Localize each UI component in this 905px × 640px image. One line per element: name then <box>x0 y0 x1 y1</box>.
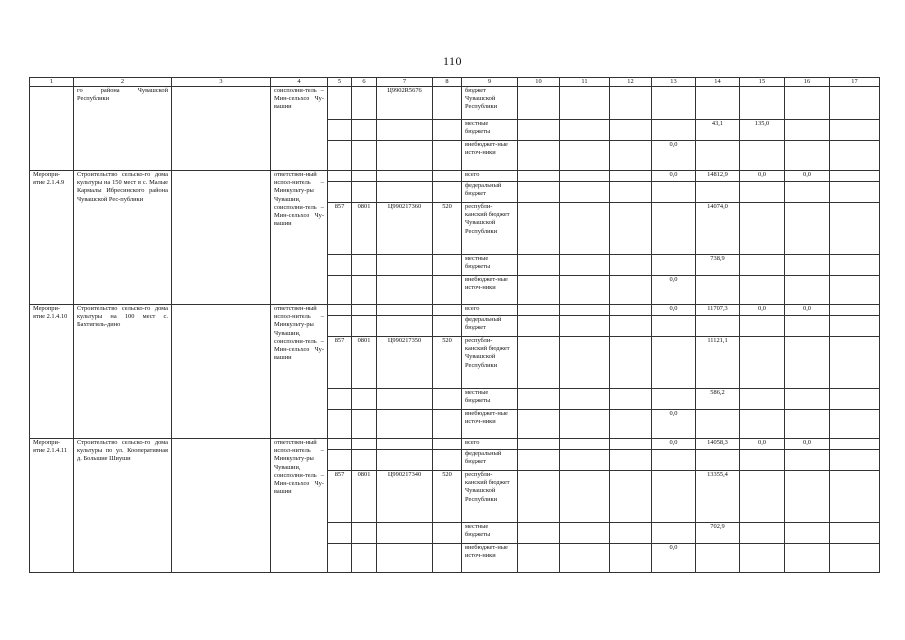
column-number: 3 <box>172 78 271 87</box>
csr-cell <box>377 305 433 316</box>
table-row <box>30 439 880 450</box>
value-cell <box>518 316 560 337</box>
rzpr-cell <box>352 450 377 471</box>
value-cell: 0,0 <box>740 171 785 182</box>
value-cell <box>830 255 880 276</box>
value-cell <box>830 305 880 316</box>
value-cell: 0,0 <box>740 439 785 450</box>
source-cell: федеральный бюджет <box>462 450 518 471</box>
value-cell <box>696 450 740 471</box>
source-cell: республи-канский бюджет Чувашской Республики <box>462 471 518 523</box>
value-cell <box>560 255 610 276</box>
value-cell <box>518 276 560 305</box>
value-cell <box>830 450 880 471</box>
value-cell <box>560 544 610 573</box>
table-row <box>30 305 880 316</box>
csr-cell <box>377 544 433 573</box>
value-cell <box>785 276 830 305</box>
value-cell <box>518 171 560 182</box>
value-cell <box>560 141 610 171</box>
value-cell <box>560 410 610 439</box>
value-cell <box>696 316 740 337</box>
grbs-cell <box>328 544 352 573</box>
event-name-cell: Строительство сельско-го дома культуры на 100 мест с. Бахтигиль-дино <box>74 305 172 439</box>
source-cell: бюджет Чувашской Республики <box>462 87 518 120</box>
value-cell: 14074,0 <box>696 203 740 255</box>
value-cell <box>610 450 652 471</box>
value-cell: 11707,3 <box>696 305 740 316</box>
rzpr-cell <box>352 316 377 337</box>
value-cell <box>518 87 560 120</box>
value-cell <box>696 87 740 120</box>
vr-cell: 520 <box>433 203 462 255</box>
vr-cell <box>433 450 462 471</box>
value-cell <box>652 120 696 141</box>
grbs-cell <box>328 87 352 120</box>
value-cell: 0,0 <box>785 305 830 316</box>
value-cell <box>785 120 830 141</box>
value-cell <box>785 410 830 439</box>
grbs-cell <box>328 410 352 439</box>
value-cell <box>785 523 830 544</box>
value-cell <box>785 255 830 276</box>
value-cell: 11121,1 <box>696 337 740 389</box>
value-cell <box>740 471 785 523</box>
rzpr-cell <box>352 182 377 203</box>
source-cell: внебюджет-ные источ-ники <box>462 544 518 573</box>
value-cell: 0,0 <box>785 439 830 450</box>
source-cell: всего <box>462 305 518 316</box>
value-cell <box>830 182 880 203</box>
value-cell: 702,9 <box>696 523 740 544</box>
value-cell <box>830 276 880 305</box>
value-cell: 0,0 <box>652 141 696 171</box>
csr-cell <box>377 171 433 182</box>
value-cell <box>518 141 560 171</box>
empty-cell <box>172 305 271 439</box>
event-name-cell: Строительство сельско-го дома культуры на 150 мест в с. Малые Кармалы Ибресинского района Чувашской Рес-публики <box>74 171 172 305</box>
value-cell: 0,0 <box>652 410 696 439</box>
value-cell <box>610 471 652 523</box>
source-cell: федеральный бюджет <box>462 182 518 203</box>
value-cell <box>652 450 696 471</box>
csr-cell <box>377 276 433 305</box>
value-cell <box>610 439 652 450</box>
value-cell: 0,0 <box>652 305 696 316</box>
vr-cell <box>433 439 462 450</box>
value-cell <box>740 523 785 544</box>
value-cell <box>696 141 740 171</box>
vr-cell <box>433 410 462 439</box>
empty-cell <box>172 439 271 573</box>
grbs-cell <box>328 276 352 305</box>
value-cell: 0,0 <box>785 171 830 182</box>
value-cell <box>560 305 610 316</box>
vr-cell <box>433 171 462 182</box>
rzpr-cell <box>352 389 377 410</box>
value-cell <box>652 255 696 276</box>
value-cell <box>518 337 560 389</box>
value-cell <box>610 410 652 439</box>
value-cell <box>830 203 880 255</box>
grbs-cell <box>328 523 352 544</box>
source-cell: республи-канский бюджет Чувашской Республики <box>462 337 518 389</box>
table-row <box>30 171 880 182</box>
value-cell: 43,1 <box>696 120 740 141</box>
value-cell <box>652 87 696 120</box>
value-cell <box>696 182 740 203</box>
value-cell <box>830 337 880 389</box>
value-cell <box>652 316 696 337</box>
csr-cell: Ц9902R5676 <box>377 87 433 120</box>
value-cell <box>610 182 652 203</box>
value-cell: 135,0 <box>740 120 785 141</box>
value-cell <box>785 544 830 573</box>
source-cell: внебюджет-ные источ-ники <box>462 410 518 439</box>
value-cell: 0,0 <box>652 171 696 182</box>
source-cell: всего <box>462 439 518 450</box>
column-number: 15 <box>740 78 785 87</box>
value-cell <box>610 316 652 337</box>
value-cell <box>785 389 830 410</box>
csr-cell <box>377 120 433 141</box>
value-cell <box>518 439 560 450</box>
rzpr-cell <box>352 523 377 544</box>
column-number: 1 <box>30 78 74 87</box>
csr-cell: Ц990217350 <box>377 337 433 389</box>
vr-cell <box>433 544 462 573</box>
value-cell <box>830 316 880 337</box>
rzpr-cell <box>352 141 377 171</box>
column-number: 5 <box>328 78 352 87</box>
source-cell: местные бюджеты <box>462 120 518 141</box>
rzpr-cell: 0801 <box>352 203 377 255</box>
value-cell <box>830 410 880 439</box>
value-cell <box>560 171 610 182</box>
value-cell <box>610 389 652 410</box>
executor-cell: ответствен-ный испол-нитель – Минкульту-ры Чувашии, соисполни-тель – Мин-сельхоз Чу-вашии <box>271 305 328 439</box>
column-number: 4 <box>271 78 328 87</box>
value-cell <box>560 87 610 120</box>
source-cell: внебюджет-ные источ-ники <box>462 141 518 171</box>
value-cell <box>740 544 785 573</box>
value-cell <box>518 389 560 410</box>
csr-cell: Ц990217360 <box>377 203 433 255</box>
value-cell <box>610 120 652 141</box>
value-cell <box>652 203 696 255</box>
value-cell <box>560 203 610 255</box>
rzpr-cell <box>352 544 377 573</box>
value-cell <box>652 389 696 410</box>
source-cell: местные бюджеты <box>462 523 518 544</box>
value-cell <box>560 182 610 203</box>
grbs-cell <box>328 182 352 203</box>
column-number: 10 <box>518 78 560 87</box>
value-cell: 0,0 <box>652 439 696 450</box>
value-cell <box>610 276 652 305</box>
csr-cell <box>377 410 433 439</box>
vr-cell <box>433 255 462 276</box>
source-cell: федеральный бюджет <box>462 316 518 337</box>
value-cell <box>785 337 830 389</box>
rzpr-cell <box>352 276 377 305</box>
rzpr-cell <box>352 305 377 316</box>
value-cell <box>518 471 560 523</box>
value-cell <box>610 87 652 120</box>
value-cell <box>830 544 880 573</box>
event-name-cell: го района Чувашской Республики <box>74 87 172 171</box>
value-cell <box>740 316 785 337</box>
vr-cell <box>433 276 462 305</box>
value-cell <box>830 523 880 544</box>
value-cell: 14812,9 <box>696 171 740 182</box>
value-cell <box>518 255 560 276</box>
column-number: 6 <box>352 78 377 87</box>
value-cell <box>830 141 880 171</box>
rzpr-cell <box>352 120 377 141</box>
grbs-cell <box>328 450 352 471</box>
value-cell <box>696 410 740 439</box>
value-cell <box>560 389 610 410</box>
value-cell <box>740 87 785 120</box>
rzpr-cell <box>352 439 377 450</box>
value-cell <box>560 523 610 544</box>
csr-cell <box>377 450 433 471</box>
rzpr-cell <box>352 410 377 439</box>
value-cell <box>785 141 830 171</box>
value-cell <box>785 203 830 255</box>
empty-cell <box>172 87 271 171</box>
value-cell <box>830 87 880 120</box>
value-cell <box>610 203 652 255</box>
grbs-cell <box>328 316 352 337</box>
csr-cell <box>377 316 433 337</box>
value-cell <box>560 120 610 141</box>
column-number: 11 <box>560 78 610 87</box>
column-number: 16 <box>785 78 830 87</box>
value-cell <box>830 471 880 523</box>
column-number: 14 <box>696 78 740 87</box>
value-cell: 13355,4 <box>696 471 740 523</box>
grbs-cell: 857 <box>328 203 352 255</box>
value-cell <box>610 171 652 182</box>
csr-cell <box>377 523 433 544</box>
vr-cell <box>433 389 462 410</box>
value-cell <box>652 337 696 389</box>
column-number: 2 <box>74 78 172 87</box>
rzpr-cell <box>352 87 377 120</box>
value-cell <box>518 203 560 255</box>
source-cell: внебюджет-ные источ-ники <box>462 276 518 305</box>
value-cell <box>785 316 830 337</box>
value-cell <box>740 203 785 255</box>
value-cell <box>740 276 785 305</box>
column-number-row <box>30 78 880 87</box>
table-row <box>30 87 880 120</box>
value-cell <box>518 450 560 471</box>
value-cell <box>652 471 696 523</box>
value-cell <box>610 523 652 544</box>
grbs-cell: 857 <box>328 471 352 523</box>
grbs-cell <box>328 389 352 410</box>
column-number: 7 <box>377 78 433 87</box>
budget-table <box>29 77 880 573</box>
value-cell: 0,0 <box>740 305 785 316</box>
value-cell <box>518 523 560 544</box>
event-label-cell: Меропри-ятие 2.1.4.9 <box>30 171 74 305</box>
csr-cell <box>377 389 433 410</box>
value-cell: 14058,3 <box>696 439 740 450</box>
csr-cell <box>377 439 433 450</box>
executor-cell: ответствен-ный испол-нитель – Минкульту-ры Чувашии, соисполни-тель – Мин-сельхоз Чу-вашии <box>271 439 328 573</box>
source-cell: всего <box>462 171 518 182</box>
value-cell: 738,9 <box>696 255 740 276</box>
grbs-cell <box>328 439 352 450</box>
value-cell: 0,0 <box>652 544 696 573</box>
value-cell <box>518 182 560 203</box>
event-label-cell: Меропри-ятие 2.1.4.10 <box>30 305 74 439</box>
column-number: 12 <box>610 78 652 87</box>
empty-cell <box>172 171 271 305</box>
value-cell <box>696 276 740 305</box>
source-cell: местные бюджеты <box>462 389 518 410</box>
value-cell <box>830 439 880 450</box>
event-label-cell: Меропри-ятие 2.1.4.11 <box>30 439 74 573</box>
value-cell: 586,2 <box>696 389 740 410</box>
rzpr-cell: 0801 <box>352 471 377 523</box>
value-cell <box>785 450 830 471</box>
value-cell <box>652 182 696 203</box>
value-cell <box>560 471 610 523</box>
vr-cell <box>433 182 462 203</box>
page-number: 110 <box>442 54 463 68</box>
vr-cell <box>433 316 462 337</box>
value-cell <box>740 389 785 410</box>
source-cell: республи-канский бюджет Чувашской Республики <box>462 203 518 255</box>
executor-cell: ответствен-ный испол-нитель – Минкульту-ры Чувашии, соисполни-тель – Мин-сельхоз Чу-вашии <box>271 171 328 305</box>
vr-cell <box>433 87 462 120</box>
value-cell <box>560 450 610 471</box>
value-cell <box>785 471 830 523</box>
rzpr-cell <box>352 171 377 182</box>
grbs-cell <box>328 141 352 171</box>
value-cell: 0,0 <box>652 276 696 305</box>
value-cell <box>610 141 652 171</box>
vr-cell <box>433 120 462 141</box>
value-cell <box>610 255 652 276</box>
column-number: 9 <box>462 78 518 87</box>
executor-cell: соисполни-тель – Мин-сельхоз Чу-вашии <box>271 87 328 171</box>
value-cell <box>740 337 785 389</box>
csr-cell <box>377 182 433 203</box>
value-cell <box>610 305 652 316</box>
value-cell <box>518 120 560 141</box>
rzpr-cell: 0801 <box>352 337 377 389</box>
rzpr-cell <box>352 255 377 276</box>
value-cell <box>785 182 830 203</box>
vr-cell <box>433 141 462 171</box>
vr-cell: 520 <box>433 471 462 523</box>
column-number: 13 <box>652 78 696 87</box>
value-cell <box>785 87 830 120</box>
column-number: 8 <box>433 78 462 87</box>
value-cell <box>830 120 880 141</box>
column-number: 17 <box>830 78 880 87</box>
source-cell: местные бюджеты <box>462 255 518 276</box>
grbs-cell: 857 <box>328 337 352 389</box>
value-cell <box>740 141 785 171</box>
vr-cell <box>433 523 462 544</box>
value-cell <box>740 450 785 471</box>
event-name-cell: Строительство сельско-го дома культуры по ул. Кооперативная д. Большие Шиуши <box>74 439 172 573</box>
value-cell <box>652 523 696 544</box>
value-cell <box>560 439 610 450</box>
value-cell <box>740 255 785 276</box>
value-cell <box>518 544 560 573</box>
value-cell <box>610 544 652 573</box>
value-cell <box>560 316 610 337</box>
csr-cell <box>377 141 433 171</box>
vr-cell <box>433 305 462 316</box>
event-label-cell <box>30 87 74 171</box>
value-cell <box>696 544 740 573</box>
grbs-cell <box>328 255 352 276</box>
value-cell <box>518 305 560 316</box>
value-cell <box>518 410 560 439</box>
csr-cell: Ц990217340 <box>377 471 433 523</box>
grbs-cell <box>328 305 352 316</box>
value-cell <box>560 276 610 305</box>
csr-cell <box>377 255 433 276</box>
value-cell <box>830 389 880 410</box>
value-cell <box>610 337 652 389</box>
value-cell <box>560 337 610 389</box>
grbs-cell <box>328 171 352 182</box>
grbs-cell <box>328 120 352 141</box>
vr-cell: 520 <box>433 337 462 389</box>
value-cell <box>740 182 785 203</box>
value-cell <box>740 410 785 439</box>
value-cell <box>830 171 880 182</box>
